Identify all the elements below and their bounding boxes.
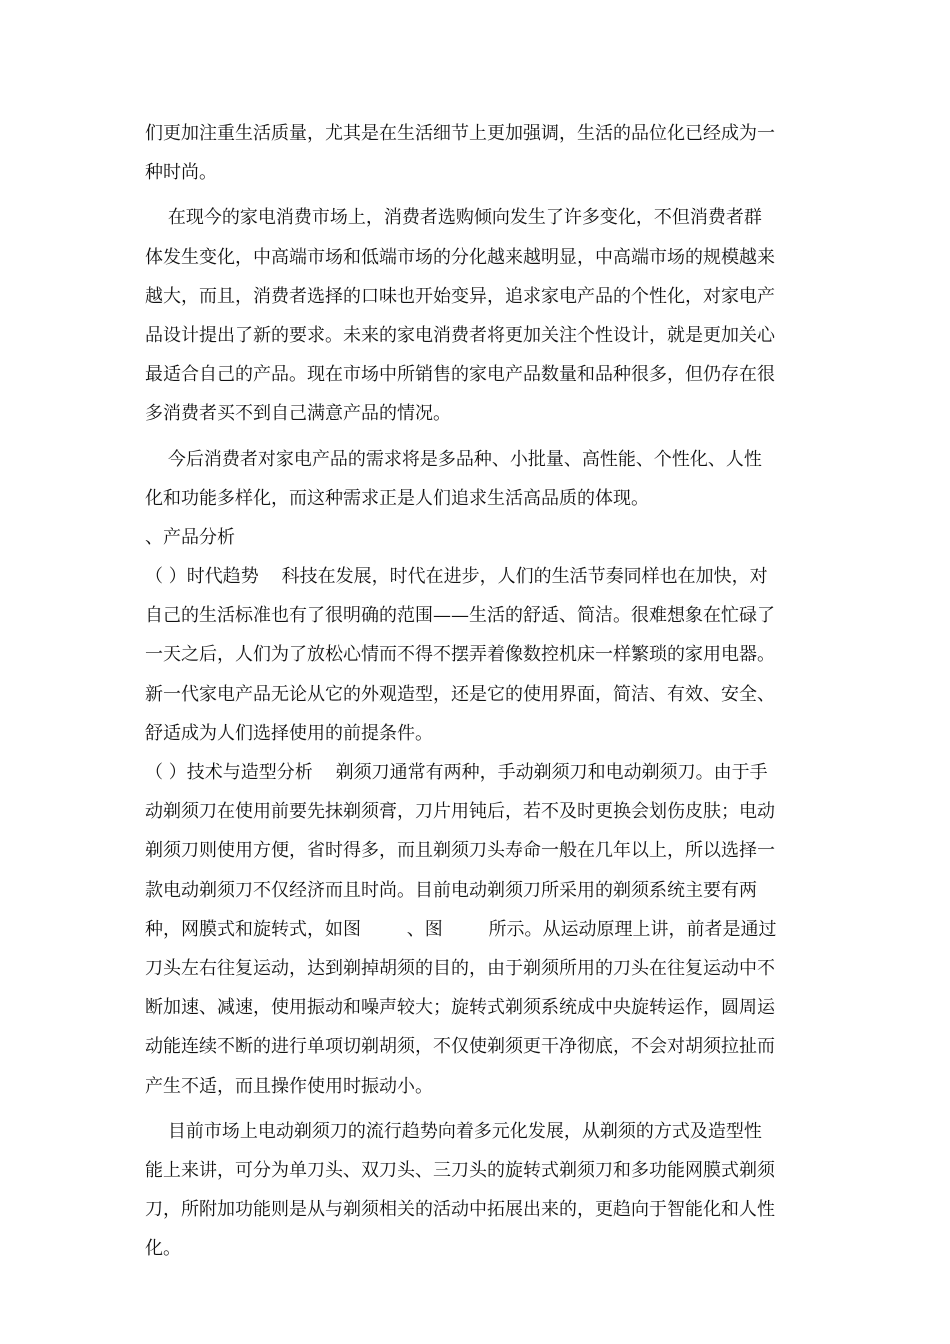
paragraph-market-trend <box>145 1112 810 1269</box>
text-line: 最适合自己的产品。现在市场中所销售的家电产品数量和品种很多，但仍存在很 <box>145 364 775 386</box>
text-line: 舒适成为人们选择使用的前提条件。 <box>145 722 433 744</box>
text-line: 化。 <box>145 1238 181 1260</box>
paragraph-intro-continued <box>145 114 810 192</box>
document-page <box>145 114 810 1268</box>
section-heading: 、产品分析 <box>145 526 235 548</box>
text-line: 产生不适，而且操作使用时振动小。 <box>145 1075 433 1097</box>
text-line: 款电动剃须刀不仅经济而且时尚。目前电动剃须刀所采用的剃须系统主要有两 <box>145 879 757 901</box>
text-line: 动能连续不断的进行单项切剃胡须，不仅使剃须更干净彻底，不会对胡须拉扯而 <box>145 1036 775 1058</box>
text-line: 多消费者买不到自己满意产品的情况。 <box>145 403 451 425</box>
text-line: 种，网膜式和旋转式，如图 、图 所示。从运动原理上讲，前者是通过 <box>145 918 777 940</box>
text-line: （ ）时代趋势 科技在发展，时代在进步，人们的生活节奏同样也在加快，对 <box>145 566 768 588</box>
text-line: 体发生变化，中高端市场和低端市场的分化越来越明显，中高端市场的规模越来 <box>145 246 775 268</box>
text-line: 新一代家电产品无论从它的外观造型，还是它的使用界面，简洁、有效、安全、 <box>145 683 775 705</box>
text-line: 自己的生活标准也有了很明确的范围——生活的舒适、简洁。很难想象在忙碌了 <box>145 605 775 627</box>
paragraph-market-change <box>145 198 810 433</box>
section-heading-product-analysis <box>145 518 810 557</box>
text-line: 刀头左右往复运动，达到剃掉胡须的目的，由于剃须所用的刀头在往复运动中不 <box>145 957 775 979</box>
paragraph-consumer-demand <box>145 440 810 518</box>
text-line: 目前市场上电动剃须刀的流行趋势向着多元化发展，从剃须的方式及造型性 <box>145 1120 762 1142</box>
text-line: 品设计提出了新的要求。未来的家电消费者将更加关注个性设计，就是更加关心 <box>145 324 775 346</box>
text-line: 化和功能多样化，而这种需求正是人们追求生活高品质的体现。 <box>145 487 649 509</box>
text-line: 们更加注重生活质量，尤其是在生活细节上更加强调，生活的品位化已经成为一 <box>145 123 775 144</box>
text-line: 在现今的家电消费市场上，消费者选购倾向发生了许多变化，不但消费者群 <box>145 207 762 229</box>
text-line: 能上来讲，可分为单刀头、双刀头、三刀头的旋转式剃须刀和多功能网膜式剃须 <box>145 1159 775 1181</box>
text-line: 剃须刀则使用方便，省时得多，而且剃须刀头寿命一般在几年以上，所以选择一 <box>145 840 775 862</box>
text-line: 刀，所附加功能则是从与剃须相关的活动中拓展出来的，更趋向于智能化和人性 <box>145 1199 775 1221</box>
text-line: 种时尚。 <box>145 162 217 184</box>
text-line: （ ）技术与造型分析 剃须刀通常有两种，手动剃须刀和电动剃须刀。由于手 <box>145 762 768 783</box>
paragraph-technology-analysis <box>145 753 810 1106</box>
text-line: 越大，而且，消费者选择的口味也开始变异，追求家电产品的个性化，对家电产 <box>145 285 775 307</box>
text-line: 今后消费者对家电产品的需求将是多品种、小批量、高性能、个性化、人性 <box>145 448 762 470</box>
paragraph-trend <box>145 557 810 753</box>
text-line: 一天之后，人们为了放松心情而不得不摆弄着像数控机床一样繁琐的家用电器。 <box>145 644 775 666</box>
text-line: 断加速、减速，使用振动和噪声较大；旋转式剃须系统成中央旋转运作，圆周运 <box>145 997 775 1019</box>
text-line: 动剃须刀在使用前要先抹剃须膏，刀片用钝后，若不及时更换会划伤皮肤；电动 <box>145 801 775 823</box>
